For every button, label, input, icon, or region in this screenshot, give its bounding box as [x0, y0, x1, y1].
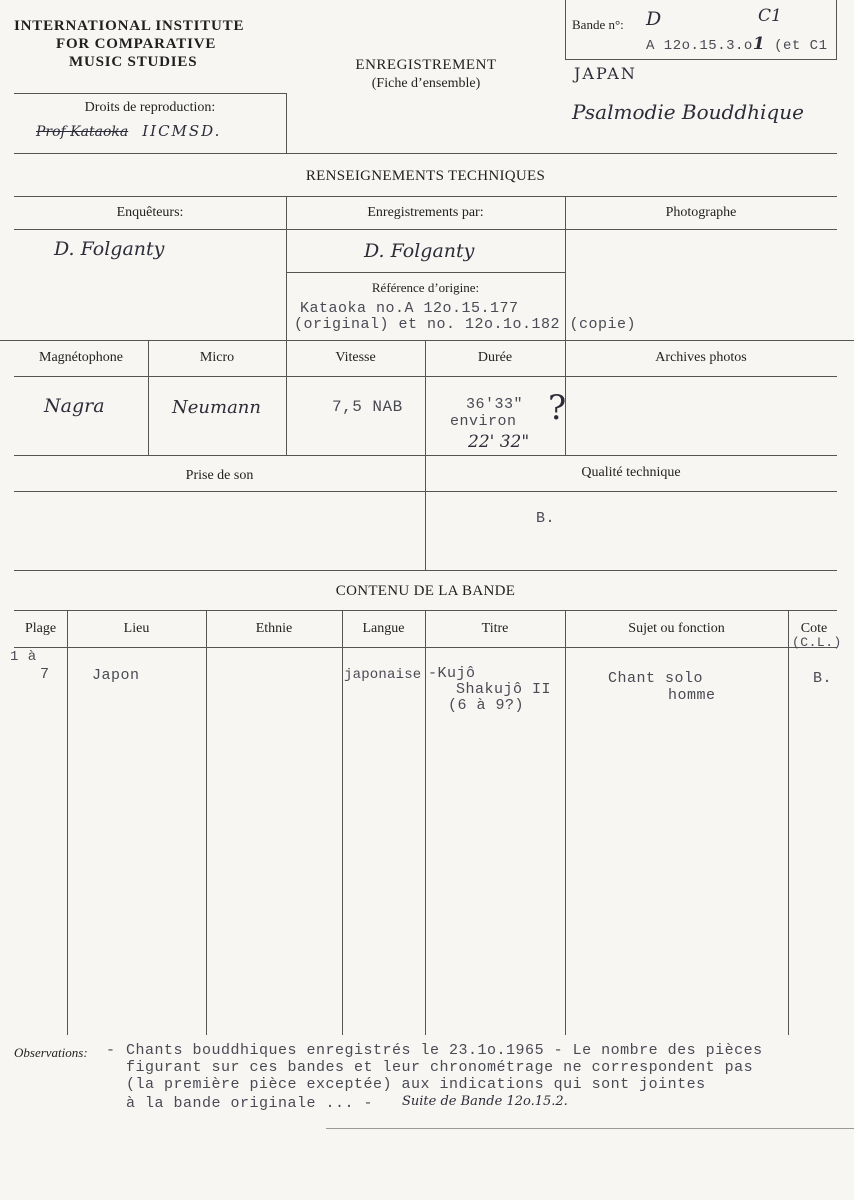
- droits-value: [36, 122, 221, 141]
- country-hand: JAPAN: [574, 64, 637, 83]
- row-langue: japonaise: [344, 667, 422, 683]
- row-cote: B.: [813, 670, 833, 687]
- bande-box-right: [836, 0, 837, 60]
- rule-196: [14, 196, 837, 197]
- section-contenu-title: CONTENU DE LA BANDE: [335, 583, 516, 599]
- header-langue: Langue: [362, 621, 405, 636]
- observations-line-3: (la première pièce exceptée) aux indications qui sont jointes: [126, 1076, 706, 1093]
- row-plage-1: 1 à: [10, 649, 37, 665]
- form-subtitle: (Fiche d’ensemble): [371, 76, 481, 91]
- duree-typed: 36'33": [466, 396, 524, 413]
- qualite-value: B.: [536, 510, 556, 527]
- header-duree: Durée: [477, 350, 513, 365]
- row-sujet-1: Chant solo: [608, 670, 704, 687]
- bande-number: [646, 34, 828, 54]
- header-plage: Plage: [24, 621, 57, 636]
- micro-hand: Neumann: [172, 397, 261, 418]
- droits-label: Droits de reproduction:: [84, 100, 216, 115]
- reference-label: Référence d’origine:: [371, 280, 480, 295]
- section-tech-title: RENSEIGNEMENTS TECHNIQUES: [305, 168, 546, 184]
- form-title: ENREGISTREMENT: [355, 57, 497, 73]
- rule-153: [14, 153, 837, 154]
- bande-hand-series: D: [646, 8, 662, 30]
- duree-question: ?: [548, 388, 567, 428]
- row-plage-2: 7: [40, 666, 50, 683]
- bande-hand-c1: C1: [758, 6, 782, 26]
- bande-typed-number: A 12o.15.3.o: [646, 38, 753, 54]
- header-lieu: Lieu: [123, 621, 150, 636]
- prise-de-son-label: Prise de son: [185, 468, 254, 483]
- droits-hand: IICMSD.: [142, 122, 222, 140]
- rule-491: [14, 491, 837, 492]
- enregistrements-hand: D. Folganty: [364, 240, 475, 262]
- col-langue-right: [425, 610, 426, 1035]
- col-ethnie-right: [342, 610, 343, 1035]
- duree-typed-2: environ: [450, 413, 517, 430]
- enqueteurs-hand: D. Folganty: [54, 238, 165, 260]
- photographe-label: Photographe: [665, 205, 737, 220]
- col-lieu-right: [206, 610, 207, 1035]
- observations-line-4: à la bande originale ... -: [126, 1095, 374, 1112]
- row-titre-2: Shakujô II: [456, 681, 552, 698]
- header-magnetophone: Magnétophone: [39, 350, 123, 365]
- bande-box-bottom: [565, 59, 837, 60]
- magnetophone-hand: Nagra: [44, 395, 105, 417]
- row-sujet-2: homme: [668, 687, 716, 704]
- droits-struck: Prof Kataoka: [36, 124, 129, 140]
- droits-box-right: [286, 93, 287, 153]
- header-cote: Cote: [800, 621, 828, 636]
- enqueteurs-label: Enquêteurs:: [116, 205, 184, 220]
- observations-label: Observations:: [14, 1045, 88, 1060]
- row-lieu: Japon: [92, 667, 140, 684]
- bande-hand-digit: 1: [752, 34, 766, 54]
- col-plage-right: [67, 610, 68, 1035]
- rule-570: [14, 570, 837, 571]
- institute-line-3: MUSIC STUDIES: [69, 54, 198, 70]
- vitesse-value: 7,5 NAB: [332, 398, 403, 416]
- observations-dash: -: [106, 1042, 116, 1059]
- header-cote-cl: (C.L.): [792, 635, 842, 650]
- rule-1128: [326, 1128, 854, 1129]
- observations-line-1: Chants bouddhiques enregistrés le 23.1o.1965 - Le nombre des pièces: [126, 1042, 763, 1059]
- col-titre-right: [565, 610, 566, 1035]
- qualite-label: Qualité technique: [581, 465, 681, 480]
- bande-label: Bande n°:: [572, 17, 624, 32]
- duree-hand: 22' 32": [468, 432, 530, 452]
- droits-box-top: [14, 93, 286, 94]
- rule-340: [0, 340, 854, 341]
- observations-hand: Suite de Bande 12o.15.2.: [402, 1094, 568, 1109]
- header-ethnie: Ethnie: [255, 621, 293, 636]
- rule-229: [14, 229, 837, 230]
- header-sujet: Sujet ou fonction: [628, 621, 725, 636]
- header-vitesse: Vitesse: [335, 350, 376, 365]
- bande-box-left: [565, 0, 566, 60]
- institute-line-2: FOR COMPARATIVE: [56, 36, 217, 52]
- bande-typed-suffix: (et C1: [774, 38, 828, 54]
- col-sujet-right: [788, 610, 789, 1035]
- observations-line-2: figurant sur ces bandes et leur chronométrage ne correspondent pas: [126, 1059, 754, 1076]
- reference-line-1: Kataoka no.A 12o.15.177: [300, 300, 519, 317]
- header-titre: Titre: [481, 621, 509, 636]
- header-micro: Micro: [199, 350, 235, 365]
- institute-name: [14, 17, 274, 71]
- institute-line-1: INTERNATIONAL INSTITUTE: [14, 18, 245, 34]
- enregistrements-label: Enregistrements par:: [367, 205, 484, 220]
- header-archives-photos: Archives photos: [655, 350, 747, 365]
- rule-ref: [286, 272, 565, 273]
- row-titre-3: (6 à 9?): [448, 697, 525, 714]
- row-titre-1: -Kujô: [428, 665, 476, 682]
- reference-line-2: (original) et no. 12o.1o.182 (copie): [294, 316, 637, 333]
- genre-hand: Psalmodie Bouddhique: [572, 100, 804, 124]
